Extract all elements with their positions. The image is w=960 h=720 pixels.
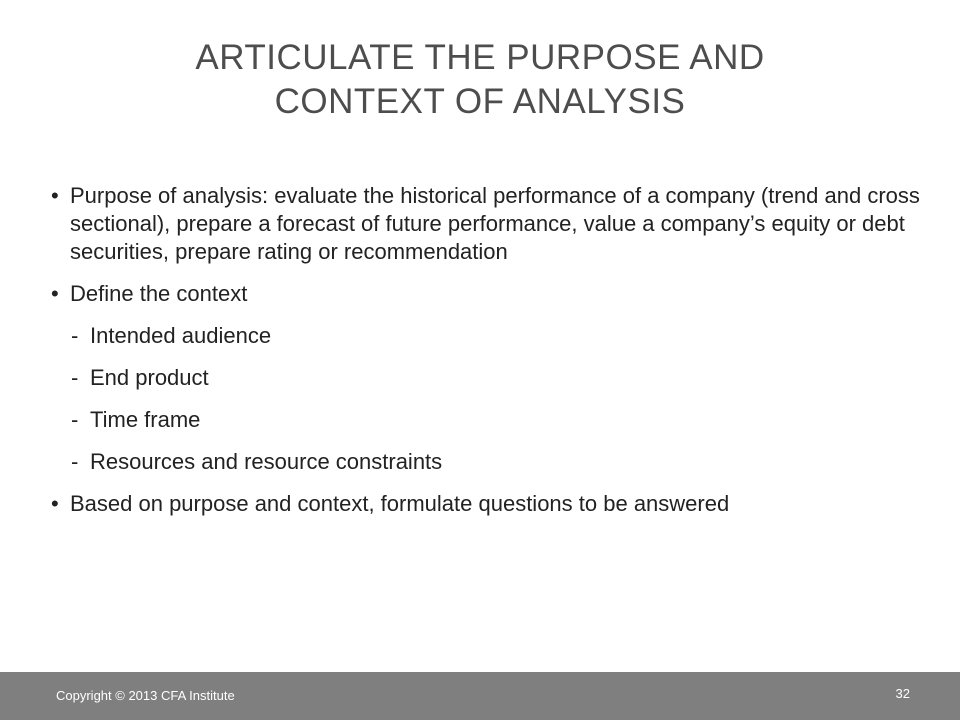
slide-title-line-1: ARTICULATE THE PURPOSE AND bbox=[195, 38, 765, 77]
bullet-marker: • bbox=[51, 491, 59, 516]
bullet-formulate-questions bbox=[46, 490, 926, 518]
bullet-text: Purpose of analysis: evaluate the historical performance of a company (trend and cross sectional), prepare a forecast of future performance, value a company’s equity or debt securities, prepare rating or recommendation bbox=[70, 183, 920, 264]
bullet-purpose bbox=[46, 182, 926, 266]
dash-marker: - bbox=[71, 449, 79, 474]
sub-bullet-intended-audience bbox=[46, 322, 926, 350]
bullet-text: Define the context bbox=[70, 281, 248, 306]
dash-marker: - bbox=[71, 323, 79, 348]
slide-body bbox=[46, 182, 926, 532]
dash-marker: - bbox=[71, 407, 79, 432]
footer-bar bbox=[0, 672, 960, 720]
slide-title bbox=[60, 36, 900, 124]
sub-bullet-end-product bbox=[46, 364, 926, 392]
bullet-marker: • bbox=[51, 281, 59, 306]
bullet-marker: • bbox=[51, 183, 59, 208]
sub-bullet-resources bbox=[46, 448, 926, 476]
page-number: 32 bbox=[895, 686, 910, 701]
dash-marker: - bbox=[71, 365, 79, 390]
bullet-define-context bbox=[46, 280, 926, 308]
copyright-text: Copyright © 2013 CFA Institute bbox=[56, 688, 235, 703]
sub-bullet-text: Time frame bbox=[90, 407, 201, 432]
sub-bullet-time-frame bbox=[46, 406, 926, 434]
slide-title-line-2: CONTEXT OF ANALYSIS bbox=[274, 82, 686, 121]
bullet-text: Based on purpose and context, formulate questions to be answered bbox=[70, 491, 730, 516]
sub-bullet-text: Intended audience bbox=[90, 323, 272, 348]
sub-bullet-text: Resources and resource constraints bbox=[90, 449, 443, 474]
sub-bullet-text: End product bbox=[90, 365, 209, 390]
